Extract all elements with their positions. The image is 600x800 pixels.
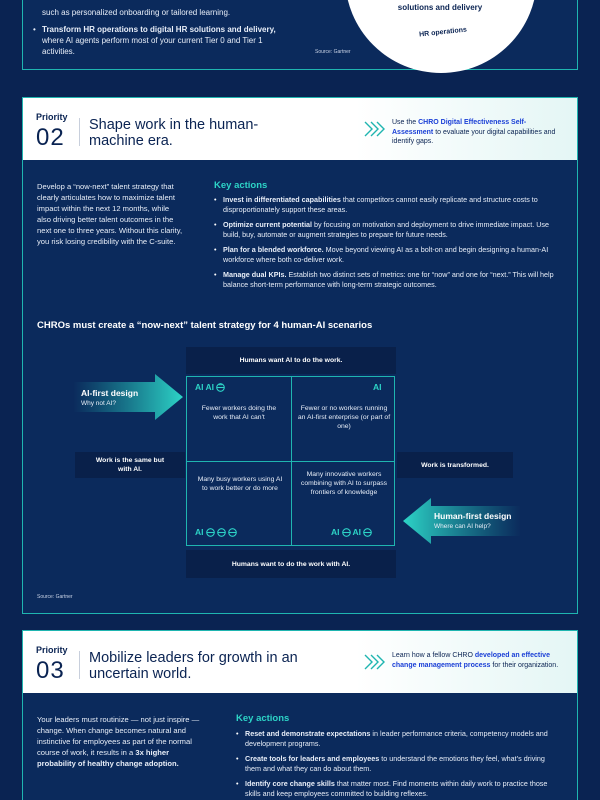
p1-line: such as personalized onboarding or tailored learning. <box>42 8 231 17</box>
circle-label: HR operations <box>418 26 468 39</box>
link-post: to evaluate your digital capabilities and identify gaps. <box>392 128 556 145</box>
action-bold: Identify core change skills <box>245 779 335 788</box>
right-axis-bar: Work is transformed. <box>397 452 513 478</box>
grid-divider-h <box>187 461 394 462</box>
p1-bullet-rest: where AI agents perform most of your current Tier 0 and Tier 1 activities. <box>42 36 263 56</box>
action-rest: that competitors cannot easily replicate and structure costs to disproportionately support these areas. <box>223 195 538 214</box>
quadrant-tl-text: Fewer workers doing the work that AI can't <box>201 405 277 421</box>
priority-header <box>23 631 577 693</box>
source-note: Source: Gartner <box>37 594 73 600</box>
ai-label: AI <box>373 382 382 392</box>
priority-title: Shape work in the human-machine era. <box>89 117 259 149</box>
priority-header <box>23 98 577 160</box>
quadrant-br-label <box>331 527 372 537</box>
key-actions-list <box>236 729 561 800</box>
source-note: Source: Gartner <box>315 49 351 55</box>
action-rest: by focusing on motivation and deployment to drive immediate impact. Use build, buy, automate or augment strategies to prepare for future needs. <box>223 220 549 239</box>
intro-bold: 3x higher probability of healthy change adoption. <box>37 748 179 768</box>
action-bold: Optimize current potential <box>223 220 313 229</box>
ai-label: AI <box>331 527 340 537</box>
ai-label: AI <box>205 382 214 392</box>
action-item <box>236 779 561 799</box>
link-pre: Use the <box>392 119 419 126</box>
link-pre: Learn how a fellow CHRO <box>392 652 475 659</box>
p1-bullet <box>33 24 293 57</box>
priority-03-panel <box>22 630 578 800</box>
circle-text: solutions and delivery <box>397 3 483 12</box>
action-bold: Invest in differentiated capabilities <box>223 195 341 204</box>
change-management-link[interactable]: developed an effective change management process <box>392 652 550 669</box>
action-item <box>236 729 561 749</box>
priority-label: Priority <box>36 112 68 122</box>
quadrant-br-text: Many innovative workers combining with AI to surpass frontiers of knowledge <box>300 471 388 496</box>
top-axis-bar: Humans want AI to do the work. <box>186 347 396 374</box>
ai-label: AI <box>352 527 361 537</box>
action-rest: to understand the emotions they feel, what’s driving them and what they can do about them. <box>245 754 545 773</box>
action-item <box>214 245 559 265</box>
link-post: for their organization. <box>490 661 559 669</box>
key-actions-title: Key actions <box>214 180 268 191</box>
human-icon <box>206 528 215 537</box>
priority-02-panel <box>22 97 578 614</box>
action-bold: Reset and demonstrate expectations <box>245 729 371 738</box>
quadrant-bl-text: Many busy workers using AI to work better or do more <box>197 476 283 492</box>
human-first-arrow-icon <box>401 498 521 544</box>
priority-title: Mobilize leaders for growth in an uncertain world. <box>89 650 298 682</box>
action-rest: Move beyond viewing AI as a bolt-on and begin designing a human-AI workforce where both co-deliver work. <box>223 245 549 264</box>
header-divider <box>79 651 80 679</box>
quadrant-tr-text: Fewer or no workers running an AI-first enterprise (or part of one) <box>297 405 391 430</box>
assessment-link-text <box>392 118 562 147</box>
human-first-sub: Where can AI help? <box>434 523 491 530</box>
intro-text: Your leaders must routinize — not just inspire — change. When change becomes natural and instinctive for employees as part of the normal course of work, it results in a <box>37 715 200 757</box>
p1-bullet-bold: Transform HR operations to digital HR solutions and delivery, <box>42 25 276 34</box>
ai-label: AI <box>195 382 204 392</box>
human-icon <box>228 528 237 537</box>
human-icon <box>342 528 351 537</box>
human-icon <box>363 528 372 537</box>
ai-label: AI <box>195 527 204 537</box>
action-bold: Plan for a blended workforce. <box>223 245 324 254</box>
quadrant-bl-label <box>195 527 237 537</box>
ai-first-title: AI-first design <box>81 388 139 398</box>
action-item <box>214 220 559 240</box>
chevron-right-icon <box>363 653 387 671</box>
bottom-axis-bar: Humans want to do the work with AI. <box>186 550 396 578</box>
action-rest: that matter most. Find moments within daily work to practice those skills and keep employees committed to building reflexes. <box>245 779 548 798</box>
header-divider <box>79 118 80 146</box>
change-link-text <box>392 651 562 670</box>
priority-number: 03 <box>36 657 65 684</box>
human-first-title: Human-first design <box>434 511 512 521</box>
quadrant-tr-label <box>373 382 382 392</box>
action-rest: Establish two distinct sets of metrics: one for “now” and one for “next.” This will help balance short-term performance with long-term strategic outcomes. <box>223 270 554 289</box>
priority-label: Priority <box>36 645 68 655</box>
key-actions-list <box>214 195 559 295</box>
quadrant-tl-label <box>195 382 225 392</box>
action-rest: in leader performance criteria, competency models and development programs. <box>245 729 548 748</box>
action-item <box>214 195 559 215</box>
priority-01-text <box>33 3 293 57</box>
chevron-right-icon <box>363 120 387 138</box>
priority-number: 02 <box>36 124 65 151</box>
human-icon <box>216 383 225 392</box>
intro-paragraph: Develop a “now-next” talent strategy that clearly articulates how to maximize talent impact within the next 12 months, while also driving better talent outcomes in the next one to three years. Without this clarity, you risk losing credibility with the C-suite. <box>37 182 183 246</box>
ai-first-sub: Why not AI? <box>81 400 117 407</box>
action-item <box>236 754 561 774</box>
human-icon <box>217 528 226 537</box>
action-bold: Manage dual KPIs. <box>223 270 287 279</box>
strategy-title: CHROs must create a “now-next” talent strategy for 4 human-AI scenarios <box>37 320 373 331</box>
key-actions-title: Key actions <box>236 713 290 724</box>
scenario-grid <box>186 376 395 546</box>
action-item <box>214 270 559 290</box>
left-axis-bar: Work is the same but with AI. <box>75 452 185 478</box>
intro-paragraph <box>37 714 207 769</box>
assessment-link[interactable]: CHRO Digital Effectiveness Self-Assessment <box>392 119 527 136</box>
priority-01-panel <box>22 0 578 70</box>
action-bold: Create tools for leaders and employees <box>245 754 380 763</box>
